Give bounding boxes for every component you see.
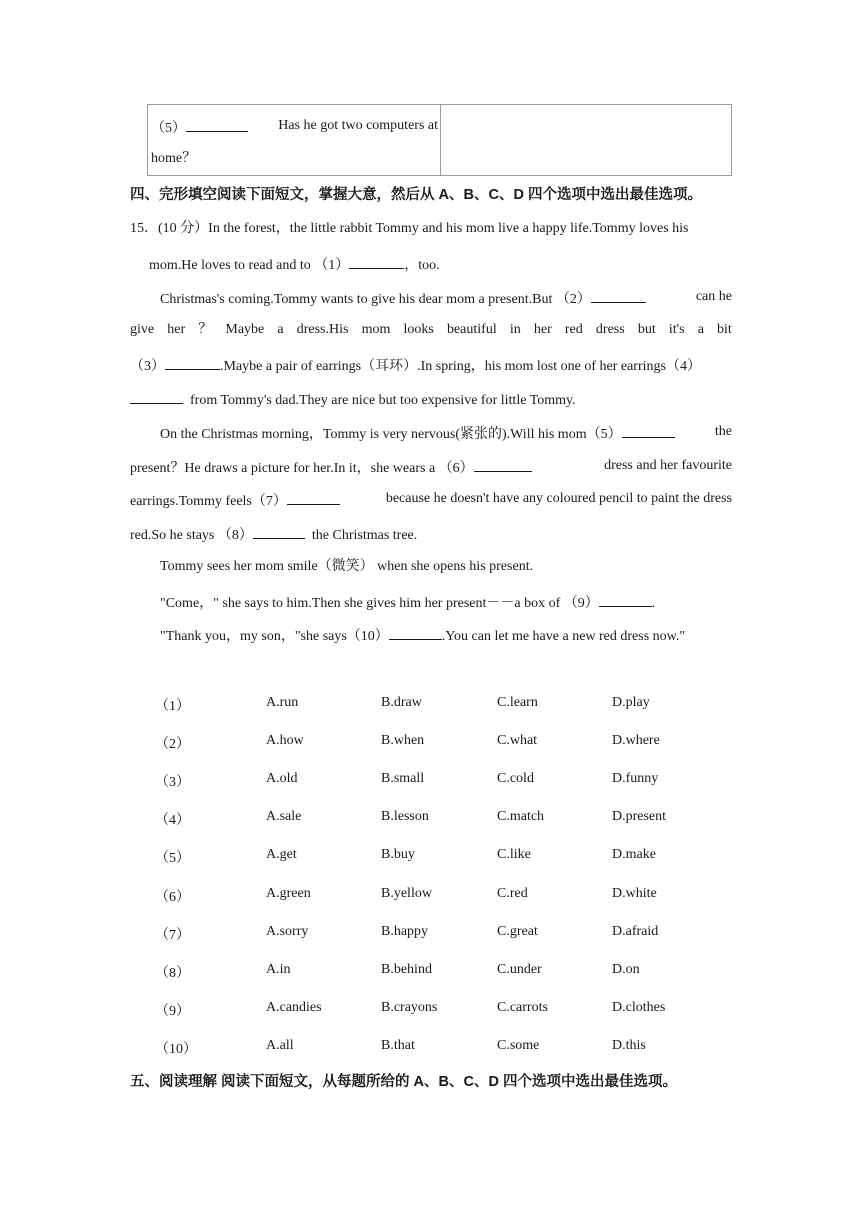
option-d[interactable]: D.white [612,886,657,901]
option-c[interactable]: C.cold [497,771,534,786]
question-number: （5） [151,121,186,136]
option-b[interactable]: B.small [381,771,425,786]
passage-text: （3） [130,359,165,374]
passage-line [130,389,576,410]
passage-line: 15．(10 分）In the forest，the little rabbit Tommy and his mom live a happy life.Tommy loves his [130,221,689,236]
passage-text: from Tommy's dad.They are nice but too expensive for little Tommy. [190,393,576,408]
option-c[interactable]: C.red [497,886,528,901]
section-heading-cloze: 四、完形填空阅读下面短文，掌握大意，然后从 A、B、C、D 四个选项中选出最佳选项。 [130,187,702,203]
passage-word: but [637,322,656,337]
option-row [155,771,735,789]
option-number: （9） [155,1004,190,1019]
passage-text: the Christmas tree. [311,528,418,543]
option-a[interactable]: A.how [266,733,304,748]
option-c[interactable]: C.like [497,847,531,862]
passage-word: beautiful [446,322,497,337]
passage-line [160,592,655,613]
option-c[interactable]: C.some [497,1038,540,1053]
option-c[interactable]: C.what [497,733,538,748]
option-number: （8） [155,966,190,981]
answer-blank-6 [474,457,532,472]
passage-word: looks [403,322,434,337]
answer-blank-8 [253,524,305,539]
passage-word: a [697,322,704,337]
answer-blank-5 [622,423,675,438]
passage-line [130,457,732,478]
option-a[interactable]: A.candies [266,1000,322,1015]
option-d[interactable]: D.funny [612,771,659,786]
table-cell-line [151,117,438,138]
passage-line [160,625,685,646]
passage-word: it's [668,322,685,337]
passage-word: her [167,322,186,337]
passage-word: mom [361,322,391,337]
option-row [155,695,735,713]
option-d[interactable]: D.present [612,809,667,824]
passage-line: Tommy sees her mom smile（微笑） when she opens his present. [160,559,534,574]
answer-blank [186,117,248,132]
option-row [155,847,735,865]
passage-text: "Thank you，my son，"she says（10） [160,629,389,644]
answer-blank-3 [165,355,220,370]
section-heading-reading: 五、阅读理解 阅读下面短文，从每题所给的 A、B、C、D 四个选项中选出最佳选项。 [130,1074,677,1090]
option-c[interactable]: C.learn [497,695,538,710]
option-a[interactable]: A.run [266,695,299,710]
option-row [155,924,735,942]
passage-word: her [533,322,552,337]
option-a[interactable]: A.sorry [266,924,309,939]
passage-text: dress and her favourite [604,458,732,473]
option-d[interactable]: D.this [612,1038,646,1053]
answer-blank-7 [287,490,340,505]
option-c[interactable]: C.carrots [497,1000,548,1015]
option-a[interactable]: A.green [266,886,311,901]
option-row [155,962,735,980]
option-number: （4） [155,813,190,828]
option-row [155,733,735,751]
answer-blank-2 [591,288,646,303]
passage-line-justified [130,321,732,339]
option-b[interactable]: B.lesson [381,809,429,824]
passage-text: On the Christmas morning，Tommy is very nervous(紧张的).Will his mom（5） [160,427,622,442]
option-b[interactable]: B.that [381,1038,415,1053]
option-number: （6） [155,890,190,905]
passage-text: mom.He loves to read and to （1） [149,258,350,273]
passage-line [130,490,732,511]
option-a[interactable]: A.sale [266,809,302,824]
option-a[interactable]: A.all [266,1038,294,1053]
option-d[interactable]: D.afraid [612,924,659,939]
option-b[interactable]: B.when [381,733,425,748]
option-a[interactable]: A.in [266,962,291,977]
option-number: （3） [155,775,190,790]
question-text-continued: home？ [151,151,197,166]
passage-line [130,524,417,545]
option-row [155,1000,735,1018]
passage-line [160,288,732,309]
passage-text: can he [695,289,732,304]
passage-line [149,254,440,275]
passage-word: dress.His [296,322,349,337]
option-b[interactable]: B.buy [381,847,415,862]
option-row [155,809,735,827]
passage-text: Christmas's coming.Tommy wants to give his dear mom a present.But （2） [160,292,591,307]
passage-text: the [714,424,732,439]
option-d[interactable]: D.play [612,695,650,710]
answer-blank-4 [130,389,183,404]
option-number: （2） [155,737,190,752]
answer-blank-1 [349,254,404,269]
option-b[interactable]: B.draw [381,695,422,710]
passage-word: a [277,322,284,337]
option-b[interactable]: B.behind [381,962,432,977]
passage-word: dress [595,322,625,337]
question-text: Has he got two computers at [278,118,438,133]
passage-word: bit [717,322,732,337]
passage-text: red.So he stays （8） [130,528,253,543]
option-d[interactable]: D.on [612,962,640,977]
passage-text: .You can let me have a new red dress now." [441,629,686,644]
passage-text: ，too. [404,258,440,273]
passage-line [130,355,732,376]
option-d[interactable]: D.make [612,847,656,862]
option-a[interactable]: A.old [266,771,298,786]
option-number: （1） [155,699,190,714]
option-c[interactable]: C.match [497,809,545,824]
passage-text: "Come，" she says to him.Then she gives him her present－－a box of （9） [160,596,599,611]
passage-line [160,423,732,444]
passage-word: Maybe [225,322,265,337]
option-d[interactable]: D.clothes [612,1000,666,1015]
passage-text: because he doesn't have any coloured pencil to paint the dress [385,491,732,506]
passage-text: . [651,596,656,611]
option-b[interactable]: B.happy [381,924,429,939]
passage-word: ？ [198,322,213,337]
passage-text: .Maybe a pair of earrings（耳环）.In spring，his mom lost one of her earrings（4） [220,359,701,374]
answer-table [147,104,732,176]
option-c[interactable]: C.under [497,962,542,977]
option-number: （10） [155,1042,197,1057]
option-c[interactable]: C.great [497,924,538,939]
option-b[interactable]: B.crayons [381,1000,438,1015]
answer-blank-10 [389,625,442,640]
option-d[interactable]: D.where [612,733,660,748]
passage-text: present？He draws a picture for her.In it，she wears a （6） [130,461,474,476]
table-divider [440,105,441,175]
option-row [155,1038,735,1056]
option-number: （5） [155,851,190,866]
option-b[interactable]: B.yellow [381,886,432,901]
option-a[interactable]: A.get [266,847,297,862]
answer-blank-9 [599,592,652,607]
passage-word: red [564,322,583,337]
option-row [155,886,735,904]
passage-text: earrings.Tommy feels（7） [130,494,287,509]
passage-word: give [130,322,155,337]
option-number: （7） [155,928,190,943]
passage-word: in [509,322,521,337]
